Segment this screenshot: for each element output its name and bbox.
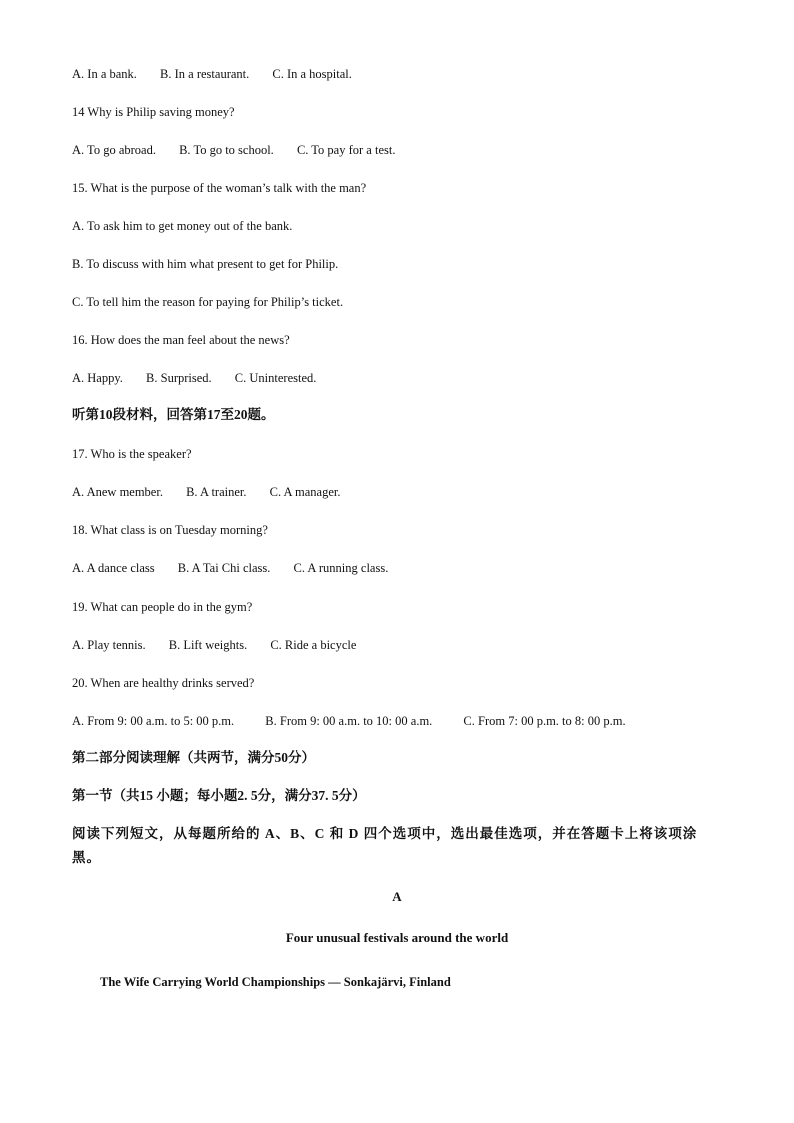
option-c: C. Uninterested. [234,371,317,385]
option-c: C. From 7: 00 p.m. to 8: 00 p.m. [463,714,626,728]
option-c: C. In a hospital. [272,67,352,81]
section-heading: 第一节（共15 小题；每小题2. 5分，满分37. 5分） [72,788,366,803]
part-heading: 第二部分阅读理解（共两节，满分50分） [72,750,315,765]
option-a: A. To go abroad. [72,143,156,157]
option-b: B. From 9: 00 a.m. to 10: 00 a.m. [265,714,433,728]
option-c: C. To tell him the reason for paying for Philip’s ticket. [72,295,344,309]
option-b: B. To go to school. [179,143,274,157]
reading-instruction: 阅读下列短文，从每题所给的 A、B、C 和 D 四个选项中，选出最佳选项，并在答题卡上将该项涂黑。 [72,826,698,865]
option-b: B. Lift weights. [168,638,248,652]
option-c: C. To pay for a test. [296,143,396,157]
option-row [72,560,408,576]
passage-subheading: The Wife Carrying World Championships — Sonkajärvi, Finland [100,975,451,989]
section-instruction: 听第10段材料，回答第17至20题。 [72,407,275,422]
question-18: 18. What class is on Tuesday morning? [72,523,268,537]
question-17: 17. Who is the speaker? [72,447,192,461]
option-row [72,142,415,158]
question-19: 19. What can people do in the gym? [72,600,253,614]
option-b: B. Surprised. [146,371,212,385]
option-row [72,637,376,653]
option-a: A. Happy. [72,371,123,385]
option-b: B. In a restaurant. [160,67,250,81]
option-a: A. A dance class [72,561,155,575]
option-c: C. A manager. [269,485,341,499]
option-a: A. In a bank. [72,67,137,81]
option-b: B. A trainer. [186,485,247,499]
question-20: 20. When are healthy drinks served? [72,676,255,690]
option-c: C. A running class. [293,561,389,575]
option-a: A. From 9: 00 a.m. to 5: 00 p.m. [72,714,235,728]
question-16: 16. How does the man feel about the news? [72,333,290,347]
option-b: B. A Tai Chi class. [177,561,271,575]
option-row [72,713,646,729]
option-b: B. To discuss with him what present to get for Philip. [72,257,339,271]
option-row [72,370,336,386]
option-a: A. To ask him to get money out of the bank. [72,219,293,233]
option-c: C. Ride a bicycle [270,638,357,652]
question-15: 15. What is the purpose of the woman’s talk with the man? [72,181,367,195]
question-14: 14 Why is Philip saving money? [72,105,235,119]
option-row [72,66,372,82]
passage-letter: A [392,889,402,904]
option-a: A. Play tennis. [72,638,146,652]
option-a: A. Anew member. [72,485,163,499]
passage-title: Four unusual festivals around the world [285,930,509,945]
option-row [72,484,360,500]
